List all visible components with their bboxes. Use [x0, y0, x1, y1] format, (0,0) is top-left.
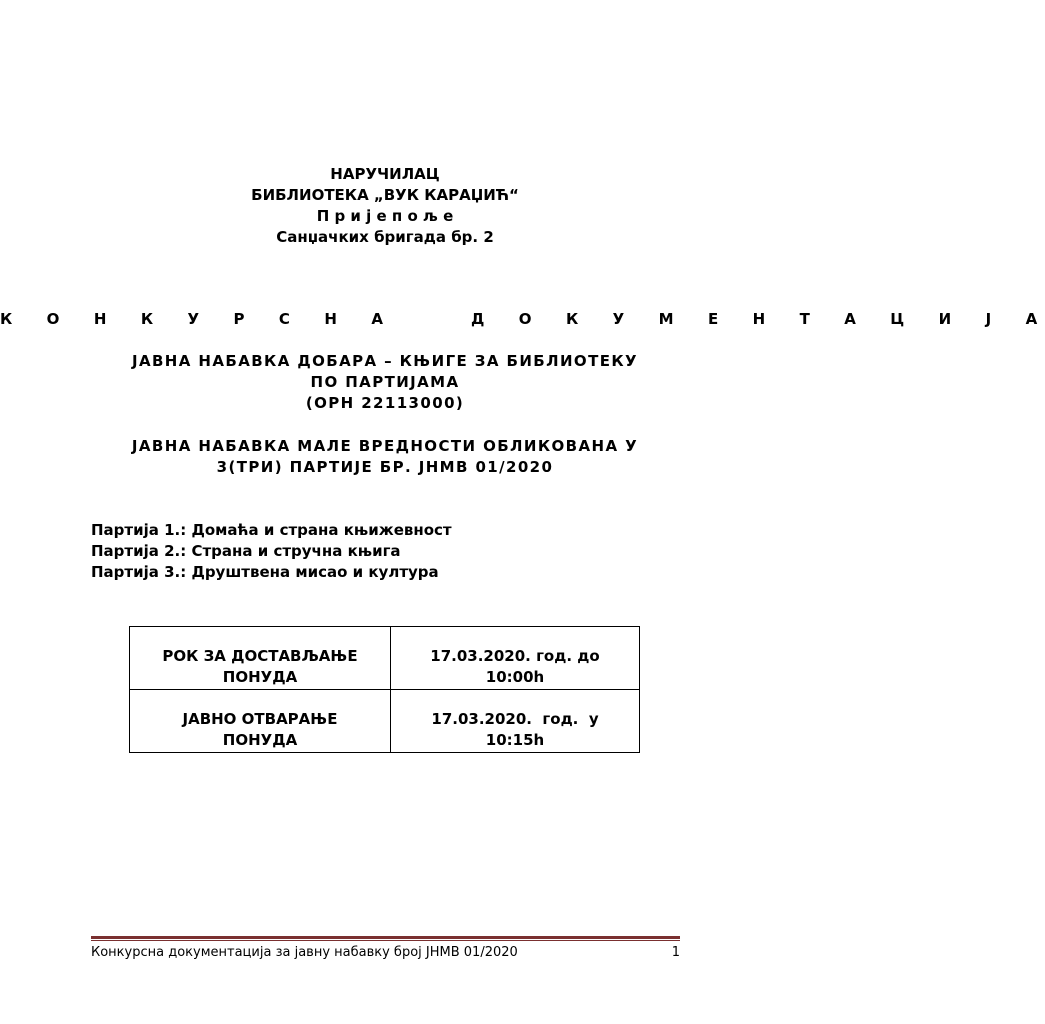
deadline-value-cell [391, 627, 640, 690]
library-name: БИБЛИОТЕКА „ВУК КАРАЏИЋ“ [251, 186, 519, 204]
procurement-type [0, 436, 770, 478]
footer-divider-thin [91, 940, 680, 941]
client-label: НАРУЧИЛАЦ [330, 165, 440, 183]
lots-list [91, 520, 452, 583]
footer-divider [91, 936, 680, 939]
lot-item: Партија 3.: Друштвена мисао и култура [91, 563, 439, 581]
deadline-value-cell [391, 690, 640, 753]
footer-text: Конкурсна документација за јавну набавку број ЈНМВ 01/2020 [91, 945, 518, 960]
procurement-subject [0, 351, 770, 414]
procurement-line: 3(ТРИ) ПАРТИЈЕ БР. ЈНМВ 01/2020 [216, 458, 554, 476]
contracting-authority-header [0, 164, 770, 248]
address: Санџачких бригада бр. 2 [276, 228, 494, 246]
deadline-label-cell [130, 627, 391, 690]
cell-text: 10:00h [485, 668, 545, 686]
deadline-label-cell [130, 690, 391, 753]
cell-text: ПОНУДА [222, 731, 298, 749]
cell-text: РОК ЗА ДОСТАВЉАЊЕ [162, 647, 358, 665]
subject-line: ЈАВНА НАБАВКА ДОБАРА – КЊИГЕ ЗА БИБЛИОТЕКУ [131, 352, 638, 370]
cell-text: ПОНУДА [222, 668, 298, 686]
procurement-line: ЈАВНА НАБАВКА МАЛЕ ВРЕДНОСТИ ОБЛИКОВАНА У [131, 437, 639, 455]
table-row [130, 690, 640, 753]
lot-item: Партија 1.: Домаћа и страна књижевност [91, 521, 452, 539]
city-name: П р и ј е п о љ е [316, 207, 454, 225]
lot-item: Партија 2.: Страна и стручна књига [91, 542, 401, 560]
subject-line: (ОРН 22113000) [305, 394, 465, 412]
page-number: 1 [671, 945, 680, 960]
subject-line: ПО ПАРТИЈАМА [310, 373, 460, 391]
cell-text: 10:15h [485, 731, 545, 749]
cell-text: ЈАВНО ОТВАРАЊЕ [182, 710, 338, 728]
table-row [130, 627, 640, 690]
document-title: К О Н К У Р С Н А Д О К У М Е Н Т А Ц И Ј А [0, 310, 1045, 328]
cell-text: 17.03.2020. год. у [431, 710, 599, 728]
deadlines-table [129, 626, 640, 753]
cell-text: 17.03.2020. год. до [430, 647, 600, 665]
